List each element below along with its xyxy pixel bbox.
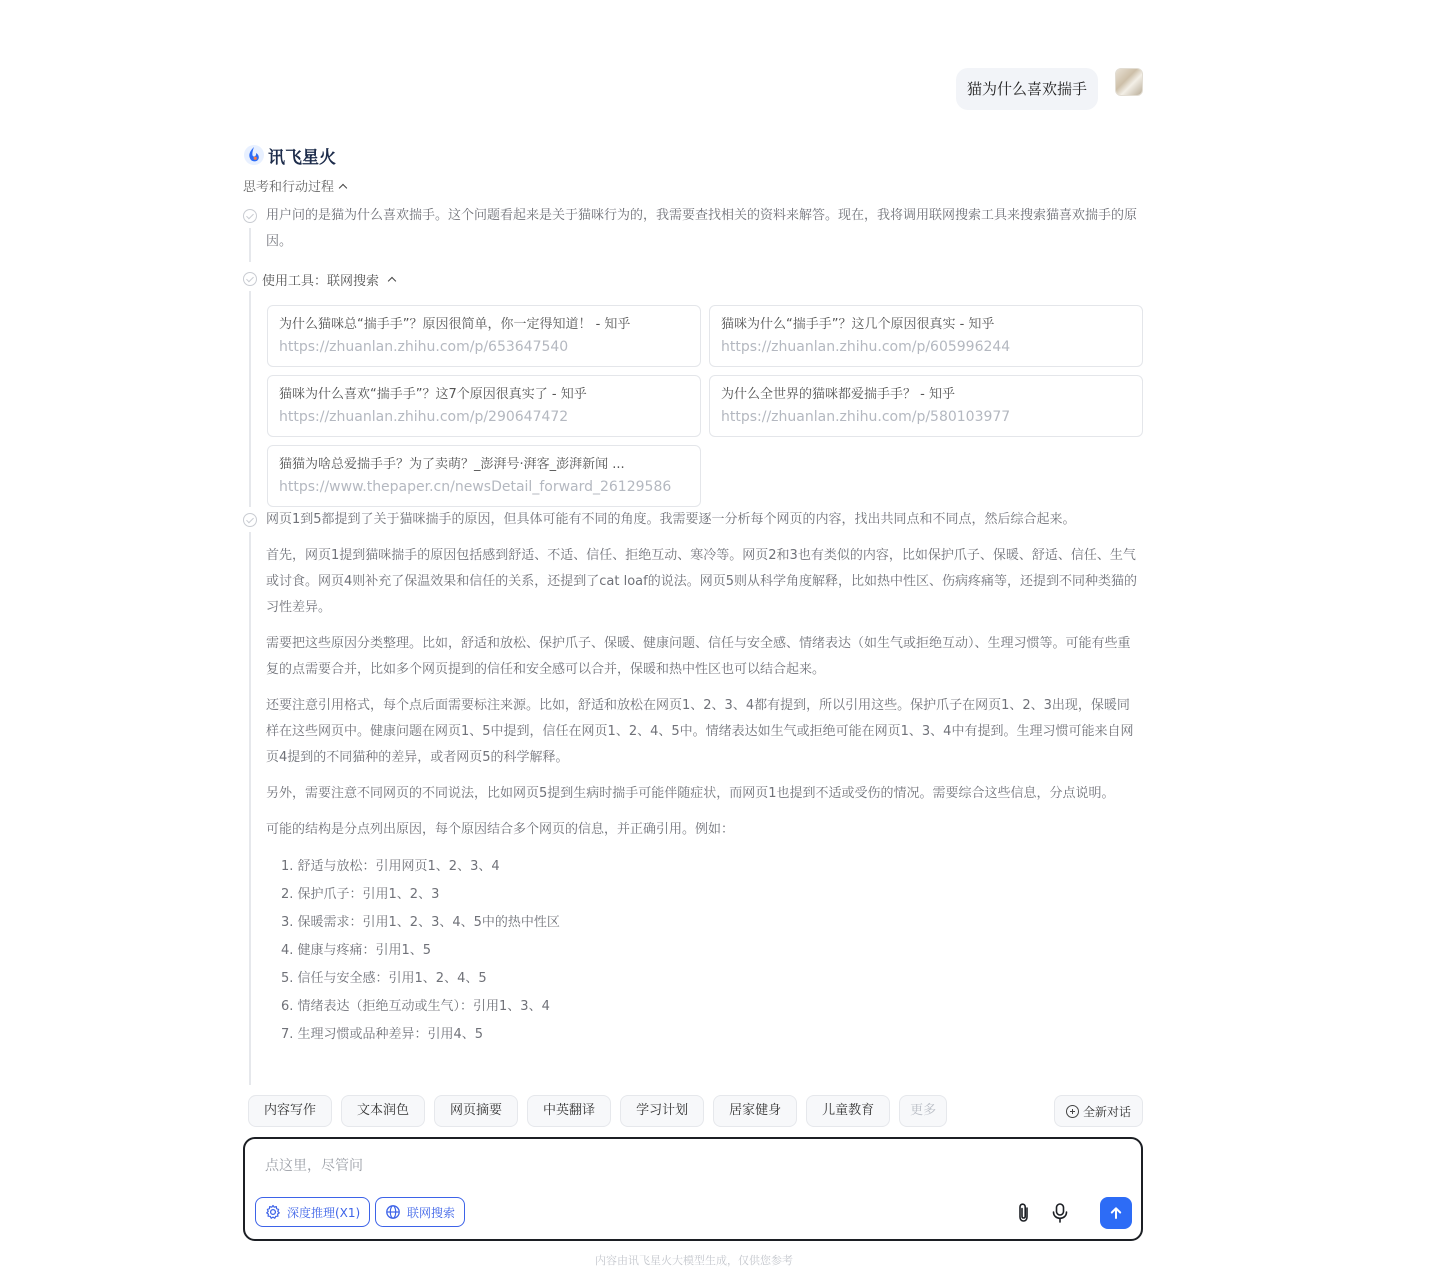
outline-item: 3. 保暖需求：引用1、2、3、4、5中的热中性区	[281, 915, 560, 930]
chevron-up-icon	[388, 277, 396, 285]
microphone-icon	[1050, 1202, 1070, 1224]
quick-action-content-writing[interactable]: 内容写作	[248, 1095, 332, 1127]
outline-item: 7. 生理习惯或品种差异：引用4、5	[281, 1027, 484, 1042]
step-check-icon	[243, 272, 257, 286]
step-connector	[249, 228, 251, 262]
thinking-paragraph: 可能的结构是分点列出原因，每个原因结合多个网页的信息，并正确引用。例如：	[266, 822, 735, 837]
globe-icon	[385, 1204, 401, 1220]
disclaimer-note: 内容由讯飞星火大模型生成，仅供您参考	[595, 1254, 793, 1267]
tool-toggle[interactable]	[262, 269, 395, 289]
quick-action-web-summary[interactable]: 网页摘要	[434, 1095, 518, 1127]
step-connector	[249, 291, 251, 507]
thinking-process-toggle[interactable]	[243, 176, 346, 195]
arrow-up-icon	[1108, 1205, 1124, 1221]
outline-item: 1. 舒适与放松：引用网页1、2、3、4	[281, 859, 500, 874]
outline-item: 6. 情绪表达（拒绝互动或生气）：引用1、3、4	[281, 999, 550, 1014]
step-connector	[249, 532, 251, 1085]
outline-item: 4. 健康与疼痛：引用1、5	[281, 943, 432, 958]
thinking-step-1: 用户问的是猫为什么喜欢揣手。这个问题看起来是关于猫咪行为的，我需要查找相关的资料来解答。现在，我将调用联网搜索工具来搜索猫喜欢揣手的原因。	[266, 208, 1138, 249]
search-result-url: https://www.thepaper.cn/newsDetail_forward_26129586	[279, 479, 672, 495]
quick-action-study-plan[interactable]: 学习计划	[620, 1095, 704, 1127]
quick-action-translate[interactable]: 中英翻译	[527, 1095, 611, 1127]
search-result-card[interactable]	[267, 375, 701, 437]
new-chat-button[interactable]	[1054, 1095, 1143, 1127]
quick-action-text-polish[interactable]: 文本润色	[341, 1095, 425, 1127]
user-avatar[interactable]	[1115, 68, 1143, 96]
thinking-paragraph: 另外，需要注意不同网页的不同说法，比如网页5提到生病时揣手可能伴随症状，而网页1也提到不适或受伤的情况。需要综合这些信息，分点说明。	[266, 786, 1115, 801]
message-composer	[243, 1137, 1143, 1241]
thinking-paragraph: 需要把这些原因分类整理。比如，舒适和放松、保护爪子、保暖、健康问题、信任与安全感、情绪表达（如生气或拒绝互动）、生理习惯等。可能有些重复的点需要合并，比如多个网页提到的信任和安全感可以合并，保暖和热中性区也可以结合起来。	[266, 636, 1131, 677]
step-check-icon	[243, 513, 257, 527]
message-input[interactable]	[265, 1155, 1105, 1175]
voice-button[interactable]	[1048, 1201, 1072, 1225]
send-button[interactable]	[1100, 1197, 1132, 1229]
thinking-paragraph: 网页1到5都提到了关于猫咪揣手的原因，但具体可能有不同的角度。我需要逐一分析每个网页的内容，找出共同点和不同点，然后综合起来。	[266, 512, 1076, 527]
search-result-title: 猫咪为什么“揣手手”？这几个原因很真实 - 知乎	[721, 317, 995, 332]
search-result-url: https://zhuanlan.zhihu.com/p/605996244	[721, 339, 1011, 355]
quick-action-bar	[248, 1095, 956, 1127]
deep-reasoning-label: 深度推理(X1)	[287, 1205, 361, 1220]
search-result-card[interactable]	[709, 305, 1143, 367]
search-result-card[interactable]	[267, 305, 701, 367]
thinking-paragraph: 首先，网页1提到猫咪揣手的原因包括感到舒适、不适、信任、拒绝互动、寒冷等。网页2和3也有类似的内容，比如保护爪子、保暖、舒适、信任、生气或讨食。网页4则补充了保温效果和信任的关系，还提到了cat loaf的说法。网页5则从科学角度解释，比如热中性区、伤病疼痛等，还提到不同种类猫的习性差异。	[266, 548, 1137, 615]
chevron-up-icon	[339, 183, 347, 191]
quick-action-more[interactable]: 更多	[899, 1095, 947, 1127]
reason-outline	[266, 853, 1142, 1049]
search-result-title: 为什么全世界的猫咪都爱揣手手？ - 知乎	[721, 387, 955, 402]
assistant-brand	[243, 143, 336, 167]
quick-action-home-fitness[interactable]: 居家健身	[713, 1095, 797, 1127]
search-result-title: 猫咪为什么喜欢“揣手手”？这7个原因很真实了 - 知乎	[279, 387, 587, 402]
conversation-area[interactable]	[243, 0, 1143, 1085]
outline-item: 5. 信任与安全感：引用1、2、4、5	[281, 971, 487, 986]
search-result-url: https://zhuanlan.zhihu.com/p/580103977	[721, 409, 1011, 425]
gear-icon	[265, 1204, 281, 1220]
search-result-url: https://zhuanlan.zhihu.com/p/653647540	[279, 339, 569, 355]
quick-action-child-education[interactable]: 儿童教育	[806, 1095, 890, 1127]
search-result-title: 为什么猫咪总“揣手手”？原因很简单，你一定得知道！ - 知乎	[279, 317, 631, 332]
web-search-label: 联网搜索	[407, 1205, 456, 1220]
search-result-card[interactable]	[709, 375, 1143, 437]
search-result-url: https://zhuanlan.zhihu.com/p/290647472	[279, 409, 569, 425]
deep-reasoning-toggle[interactable]	[255, 1197, 370, 1227]
step-check-icon	[243, 209, 257, 223]
search-result-card[interactable]	[267, 445, 701, 507]
thinking-paragraph: 还要注意引用格式，每个点后面需要标注来源。比如，舒适和放松在网页1、2、3、4都有提到，所以引用这些。保护爪子在网页1、2、3出现，保暖同样在这些网页中。健康问题在网页1、5中提到，信任在网页1、2、4、5中。情绪表达如生气或拒绝可能在网页1、3、4中有提到。生理习惯可能来自网页4提到的不同猫种的差异，或者网页5的科学解释。	[266, 698, 1134, 765]
tool-label: 使用工具：联网搜索	[262, 273, 380, 289]
spark-logo-icon	[243, 144, 265, 166]
thinking-toggle-label: 思考和行动过程	[243, 180, 335, 195]
attach-button[interactable]	[1012, 1201, 1036, 1225]
new-chat-label: 全新对话	[1082, 1104, 1131, 1119]
user-message-bubble: 猫为什么喜欢揣手	[956, 68, 1098, 110]
thinking-step-3	[266, 507, 1142, 1049]
search-result-title: 猫猫为啥总爱揣手手？为了卖萌？_澎湃号·湃客_澎湃新闻 ...	[279, 457, 625, 472]
outline-item: 2. 保护爪子：引用1、2、3	[281, 887, 440, 902]
user-message-row	[956, 68, 1143, 110]
paperclip-icon	[1014, 1202, 1034, 1224]
plus-circle-icon	[1066, 1105, 1079, 1118]
brand-name: 讯飞星火	[268, 147, 336, 168]
web-search-toggle[interactable]	[375, 1197, 465, 1227]
